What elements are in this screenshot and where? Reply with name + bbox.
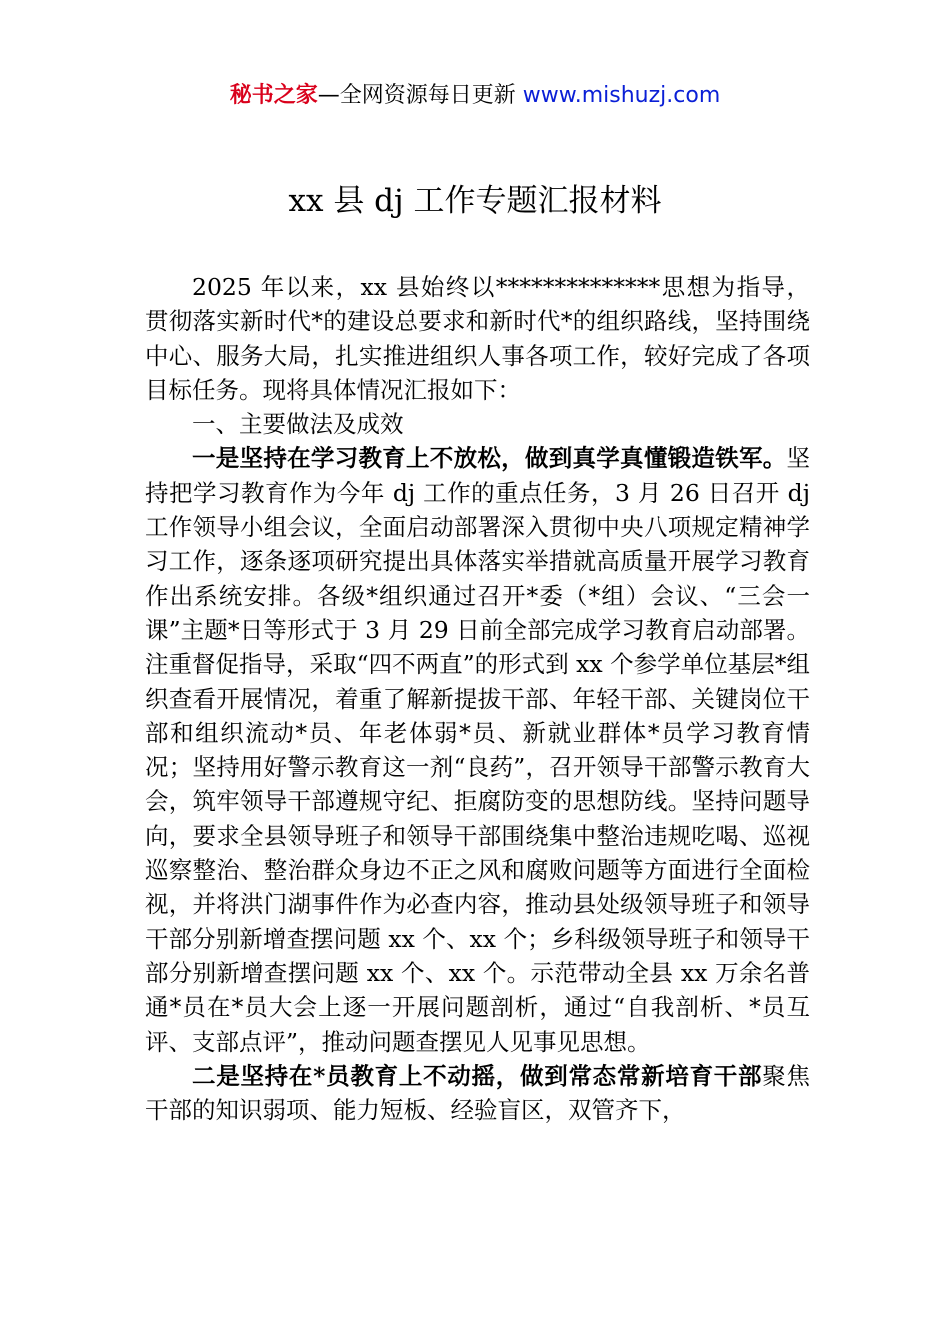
point-one-paragraph [145,441,810,1058]
document-body [145,270,810,1127]
site-url-link[interactable]: www.mishuzj.com [522,83,721,108]
point-two-lead: 二是坚持在*员教育上不动摇，做到常态常新培育干部 [192,1061,763,1090]
point-two-body: 聚焦干部的知识弱项、能力短板、经验盲区，双管齐下， [145,1061,810,1125]
point-two-paragraph [145,1059,810,1128]
site-brand: 秘书之家 [229,83,318,108]
document-title: xx 县 dj 工作专题汇报材料 [288,183,662,219]
point-one-lead: 一是坚持在学习教育上不放松，做到真学真懂锻造铁军。 [192,444,787,473]
section-heading: 一、主要做法及成效 [192,410,404,439]
site-tagline: —全网资源每日更新 [317,83,523,108]
point-one-body: 坚持把学习教育作为今年 dj 工作的重点任务，3 月 26 日召开 dj 工作领导小组会议，全面启动部署深入贯彻中央八项规定精神学习工作，逐条逐项研究提出具体落实举措就高质量开展学习教育作出系统安排。各级*组织通过召开*委（*组）会议、“三会一课”主题*日等形式于 3 月 29 日前全部完成学习教育启动部署。注重督促指导，采取“四不两直”的形式到 xx 个参学单位基层*组织查看开展情况，着重了解新提拔干部、年轻干部、关键岗位干部和组织流动*员、年老体弱*员、新就业群体*员学习教育情况；坚持用好警示教育这一剂“良药”，召开领导干部警示教育大会，筑牢领导干部遵规守纪、拒腐防变的思想防线。坚持问题导向，要求全县领导班子和领导干部围绕集中整治违规吃喝、巡视巡察整治、整治群众身边不正之风和腐败问题等方面进行全面检视，并将洪门湖事件作为必查内容，推动县处级领导班子和领导干部分别新增查摆问题 xx 个、xx 个；乡科级领导班子和领导干部分别新增查摆问题 xx 个、xx 个。示范带动全县 xx 万余名普通*员在*员大会上逐一开展问题剖析，通过“自我剖析、*员互评、支部点评”，推动问题查摆见人见事见思想。 [145,444,810,1056]
site-header [0,80,950,112]
intro-paragraph: 2025 年以来，xx 县始终以**************思想为指导，贯彻落实新时代*的建设总要求和新时代*的组织路线，坚持围绕中心、服务大局，扎实推进组织人事各项工作，较好完成了各项目标任务。现将具体情况汇报如下： [145,273,810,404]
